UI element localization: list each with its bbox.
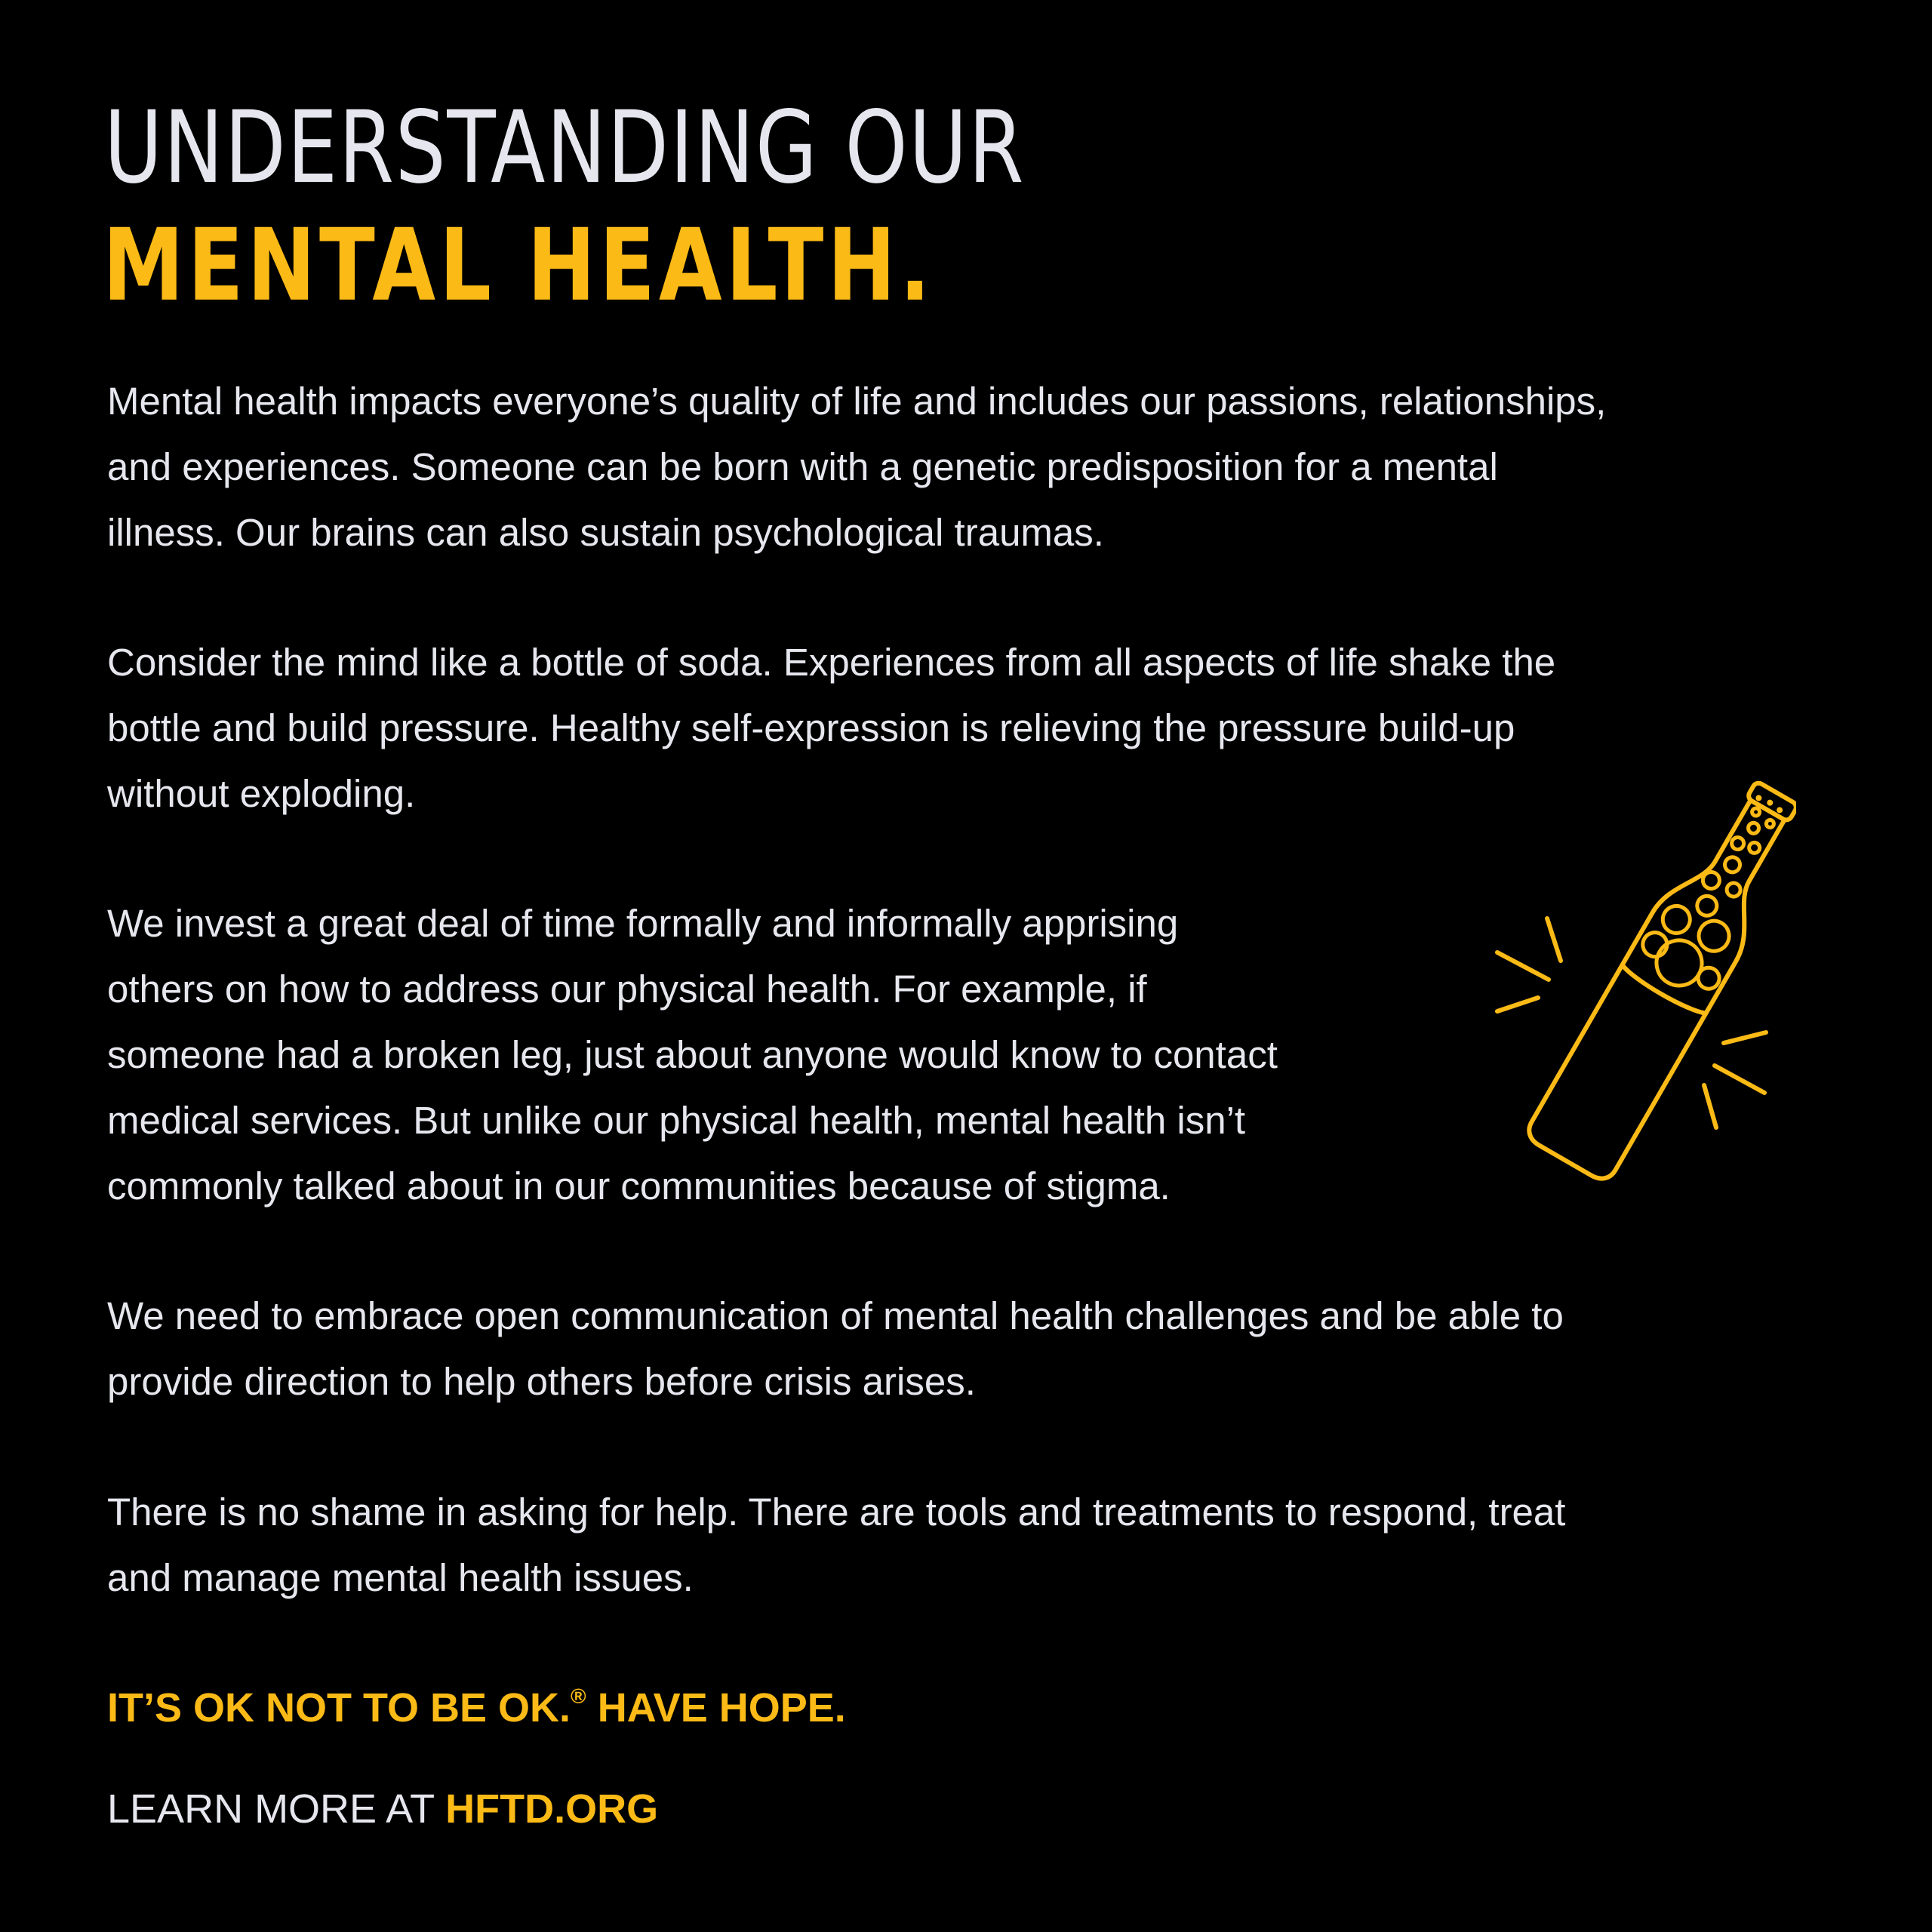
learn-more (107, 1783, 658, 1835)
learn-more-prefix: LEARN MORE AT (107, 1786, 446, 1832)
paragraph-line: and manage mental health issues. (107, 1556, 694, 1599)
headline-line-1: UNDERSTANDING OUR (104, 90, 1026, 206)
paragraph-no-shame (107, 1479, 1565, 1611)
paragraph-line: illness. Our brains can also sustain psychological traumas. (107, 511, 1104, 554)
tagline (107, 1681, 846, 1734)
bubbles (1632, 792, 1796, 1004)
paragraph-line: medical services. But unlike our physical health, mental health isn’t (107, 1099, 1246, 1142)
paragraph-line: provide direction to help others before crisis arises. (107, 1360, 976, 1403)
tagline-hope: HAVE HOPE. (586, 1685, 846, 1730)
headline-line-2: MENTAL HEALTH. (103, 208, 934, 324)
paragraph-line: Consider the mind like a bottle of soda. Experiences from all aspects of life shake the (107, 641, 1556, 684)
bottle-outline (1524, 770, 1796, 1185)
paragraph-line: commonly talked about in our communities because of stigma. (107, 1164, 1171, 1208)
tagline-text: IT’S OK NOT TO BE OK. (107, 1685, 571, 1730)
shake-lines-left (1497, 918, 1561, 1011)
paragraph-line: We need to embrace open communication of mental health challenges and be able to (107, 1294, 1564, 1337)
paragraph-line: bottle and build pressure. Healthy self-expression is relieving the pressure build-up (107, 706, 1515, 749)
paragraph-open-communication (107, 1283, 1564, 1414)
paragraph-soda-bottle (107, 629, 1555, 826)
paragraph-line: and experiences. Someone can be born with a genetic predisposition for a mental (107, 445, 1498, 488)
shake-lines-right (1704, 1032, 1766, 1128)
paragraph-physical-health (107, 891, 1278, 1219)
paragraph-line: There is no shame in asking for help. There are tools and treatments to respond, treat (107, 1491, 1566, 1534)
paragraph-line: We invest a great deal of time formally and informally apprising (107, 902, 1179, 945)
shaken-soda-bottle-icon (1479, 770, 1796, 1208)
paragraph-line: without exploding. (107, 772, 416, 815)
paragraph-line: others on how to address our physical health. For example, if (107, 968, 1147, 1011)
paragraph-line: someone had a broken leg, just about anyone would know to contact (107, 1033, 1278, 1076)
paragraph-mental-health-impacts (107, 368, 1606, 565)
website-link[interactable]: HFTD.ORG (445, 1786, 659, 1832)
registered-mark: ® (571, 1684, 586, 1708)
paragraph-line: Mental health impacts everyone’s quality of life and includes our passions, relationships, (107, 380, 1607, 423)
